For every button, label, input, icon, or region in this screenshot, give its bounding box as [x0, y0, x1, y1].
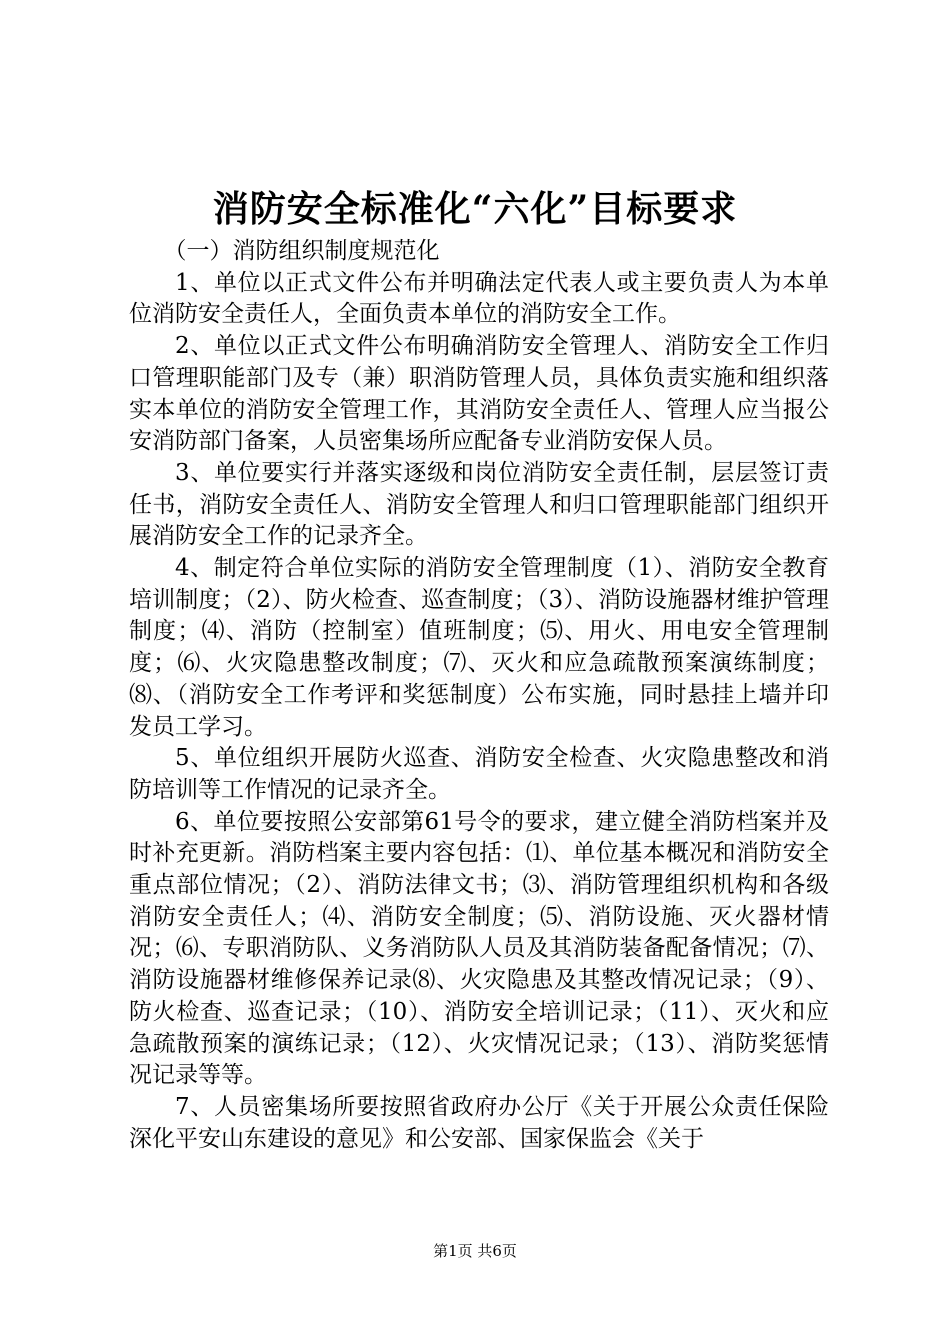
paragraph-2: 2、单位以正式文件公布明确消防安全管理人、消防安全工作归口管理职能部门及专（兼）职消防管理人员，具体负责实施和组织落实本单位的消防安全管理工作，其消防安全责任人、管理人应当报公安消防部门备案，人员密集场所应配备专业消防安保人员。: [129, 333, 829, 455]
paragraph-1: 1、单位以正式文件公布并明确法定代表人或主要负责人为本单位消防安全责任人，全面负责本单位的消防安全工作。: [129, 269, 829, 328]
document-body: [129, 236, 829, 1155]
paragraph-4: 4、制定符合单位实际的消防安全管理制度（1）、消防安全教育培训制度；（2）、防火检查、巡查制度；（3）、消防设施器材维护管理制度；⑷、消防（控制室）值班制度；⑸、用火、用电安全管理制度；⑹、火灾隐患整改制度；⑺、灭火和应急疏散预案演练制度；⑻、（消防安全工作考评和奖惩制度）公布实施，同时悬挂上墙并印发员工学习。: [129, 555, 829, 740]
paragraph-6: 6、单位要按照公安部第61号令的要求，建立健全消防档案并及时补充更新。消防档案主要内容包括：⑴、单位基本概况和消防安全重点部位情况；（2）、消防法律文书；⑶、消防管理组织机构和各级消防安全责任人；⑷、消防安全制度；⑸、消防设施、灭火器材情况；⑹、专职消防队、义务消防队人员及其消防装备配备情况；⑺、消防设施器材维修保养记录⑻、火灾隐患及其整改情况记录；（9）、防火检查、巡查记录；（10）、消防安全培训记录；（11）、灭火和应急疏散预案的演练记录；（12）、火灾情况记录；（13）、消防奖惩情况记录等等。: [129, 808, 829, 1089]
section-heading: （一）消防组织制度规范化: [163, 238, 440, 264]
paragraph-7: 7、人员密集场所要按照省政府办公厅《关于开展公众责任保险深化平安山东建设的意见》和公安部、国家保监会《关于: [129, 1093, 829, 1152]
page-footer: 第1页 共6页: [433, 1242, 517, 1260]
paragraph-3: 3、单位要实行并落实逐级和岗位消防安全责任制，层层签订责任书，消防安全责任人、消防安全管理人和归口管理职能部门组织开展消防安全工作的记录齐全。: [129, 459, 829, 550]
document-title: 消防安全标准化“六化”目标要求: [212, 188, 738, 230]
paragraph-5: 5、单位组织开展防火巡查、消防安全检查、火灾隐患整改和消防培训等工作情况的记录齐全。: [129, 745, 829, 803]
